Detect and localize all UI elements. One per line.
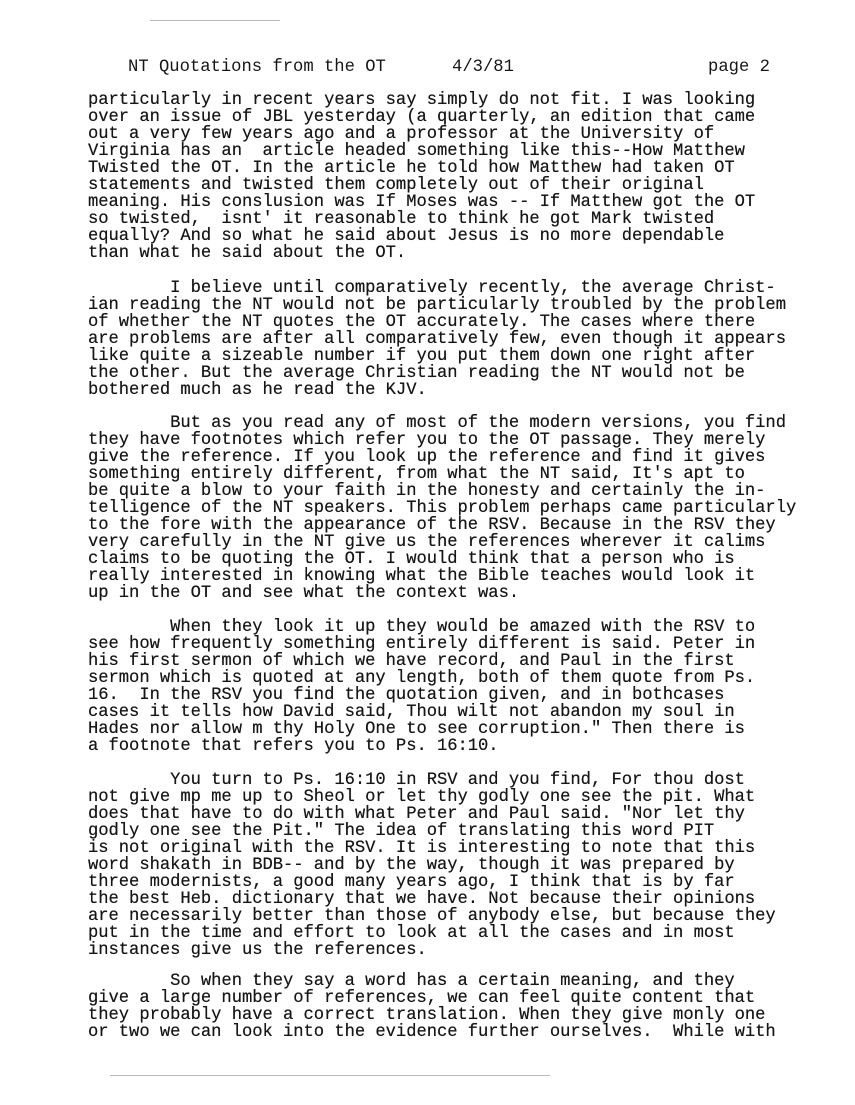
- text-line: give a large number of references, we can feel quite content that: [88, 989, 756, 1008]
- text-line: claims to be quoting the OT. I would think that a person who is: [88, 550, 735, 569]
- text-line: to the fore with the appearance of the RSV. Because in the RSV they: [88, 516, 776, 535]
- text-line: or two we can look into the evidence further ourselves. While with: [88, 1023, 776, 1042]
- text-line: Twisted the OT. In the article he told how Matthew had taken OT: [88, 159, 735, 178]
- text-line: cases it tells how David said, Thou wilt not abandon my soul in: [88, 703, 735, 722]
- text-line: give the reference. If you look up the reference and find it gives: [88, 448, 766, 467]
- text-line: sermon which is quoted at any length, both of them quote from Ps.: [88, 669, 756, 688]
- text-line: are problems are after all comparatively few, even though it appears: [88, 330, 786, 349]
- text-line: than what he said about the OT.: [88, 244, 407, 263]
- text-line: is not original with the RSV. It is interesting to note that this: [88, 839, 756, 858]
- text-line: When they look it up they would be amazed with the RSV to: [88, 618, 756, 637]
- text-line: they probably have a correct translation. When they give monly one: [88, 1006, 766, 1025]
- paragraph: [88, 92, 848, 262]
- text-line: godly one see the Pit." The idea of translating this word PIT: [88, 822, 715, 841]
- document-date: 4/3/81: [452, 58, 514, 77]
- text-line: Hades nor allow m thy Holy One to see corruption." Then there is: [88, 720, 745, 739]
- text-line: telligence of the NT speakers. This problem perhaps came particularly: [88, 499, 797, 518]
- text-line: out a very few years ago and a professor at the University of: [88, 125, 715, 144]
- text-line: statements and twisted them completely out of their original: [88, 176, 704, 195]
- text-line: something entirely different, from what the NT said, It's apt to: [88, 465, 745, 484]
- page-number: page 2: [708, 58, 770, 77]
- paragraph: [88, 280, 848, 399]
- text-line: 16. In the RSV you find the quotation given, and in bothcases: [88, 686, 725, 705]
- text-line: I believe until comparatively recently, the average Christ-: [88, 279, 776, 298]
- text-line: the other. But the average Christian reading the NT would not be: [88, 364, 745, 383]
- text-line: very carefully in the NT give us the references wherever it calims: [88, 533, 766, 552]
- paragraph: [88, 619, 848, 755]
- text-line: up in the OT and see what the context was.: [88, 584, 520, 603]
- scan-noise: [110, 1075, 550, 1076]
- text-line: word shakath in BDB-- and by the way, though it was prepared by: [88, 856, 735, 875]
- text-line: three modernists, a good many years ago, I think that is by far: [88, 873, 735, 892]
- text-line: You turn to Ps. 16:10 in RSV and you find, For thou dost: [88, 771, 745, 790]
- text-line: meaning. His conslusion was If Moses was -- If Matthew got the OT: [88, 193, 756, 212]
- text-line: the best Heb. dictionary that we have. Not because their opinions: [88, 890, 756, 909]
- text-line: does that have to do with what Peter and Paul said. "Nor let thy: [88, 805, 745, 824]
- text-line: be quite a blow to your faith in the honesty and certainly the in-: [88, 482, 766, 501]
- text-line: they have footnotes which refer you to the OT passage. They merely: [88, 431, 766, 450]
- paragraph: [88, 772, 848, 959]
- text-line: over an issue of JBL yesterday (a quarterly, an edition that came: [88, 108, 756, 127]
- text-line: So when they say a word has a certain meaning, and they: [88, 972, 735, 991]
- text-line: particularly in recent years say simply do not fit. I was looking: [88, 91, 756, 110]
- text-line: see how frequently something entirely different is said. Peter in: [88, 635, 756, 654]
- text-line: bothered much as he read the KJV.: [88, 381, 427, 400]
- text-line: really interested in knowing what the Bible teaches would look it: [88, 567, 756, 586]
- text-line: are necessarily better than those of anybody else, but because they: [88, 907, 776, 926]
- text-line: like quite a sizeable number if you put them down one right after: [88, 347, 756, 366]
- text-line: ian reading the NT would not be particularly troubled by the problem: [88, 296, 786, 315]
- text-line: equally? And so what he said about Jesus is no more dependable: [88, 227, 725, 246]
- text-line: his first sermon of which we have record, and Paul in the first: [88, 652, 735, 671]
- document-title: NT Quotations from the OT: [128, 58, 386, 77]
- text-line: put in the time and effort to look at all the cases and in most: [88, 924, 735, 943]
- text-line: instances give us the references.: [88, 941, 427, 960]
- scan-noise: [150, 20, 280, 21]
- text-line: so twisted, isnt' it reasonable to think he got Mark twisted: [88, 210, 715, 229]
- text-line: of whether the NT quotes the OT accurately. The cases where there: [88, 313, 756, 332]
- text-line: not give mp me up to Sheol or let thy godly one see the pit. What: [88, 788, 756, 807]
- text-line: a footnote that refers you to Ps. 16:10.: [88, 737, 499, 756]
- text-line: Virginia has an article headed something like this--How Matthew: [88, 142, 745, 161]
- paragraph: [88, 973, 848, 1041]
- text-line: But as you read any of most of the modern versions, you find: [88, 414, 786, 433]
- paragraph: [88, 415, 848, 602]
